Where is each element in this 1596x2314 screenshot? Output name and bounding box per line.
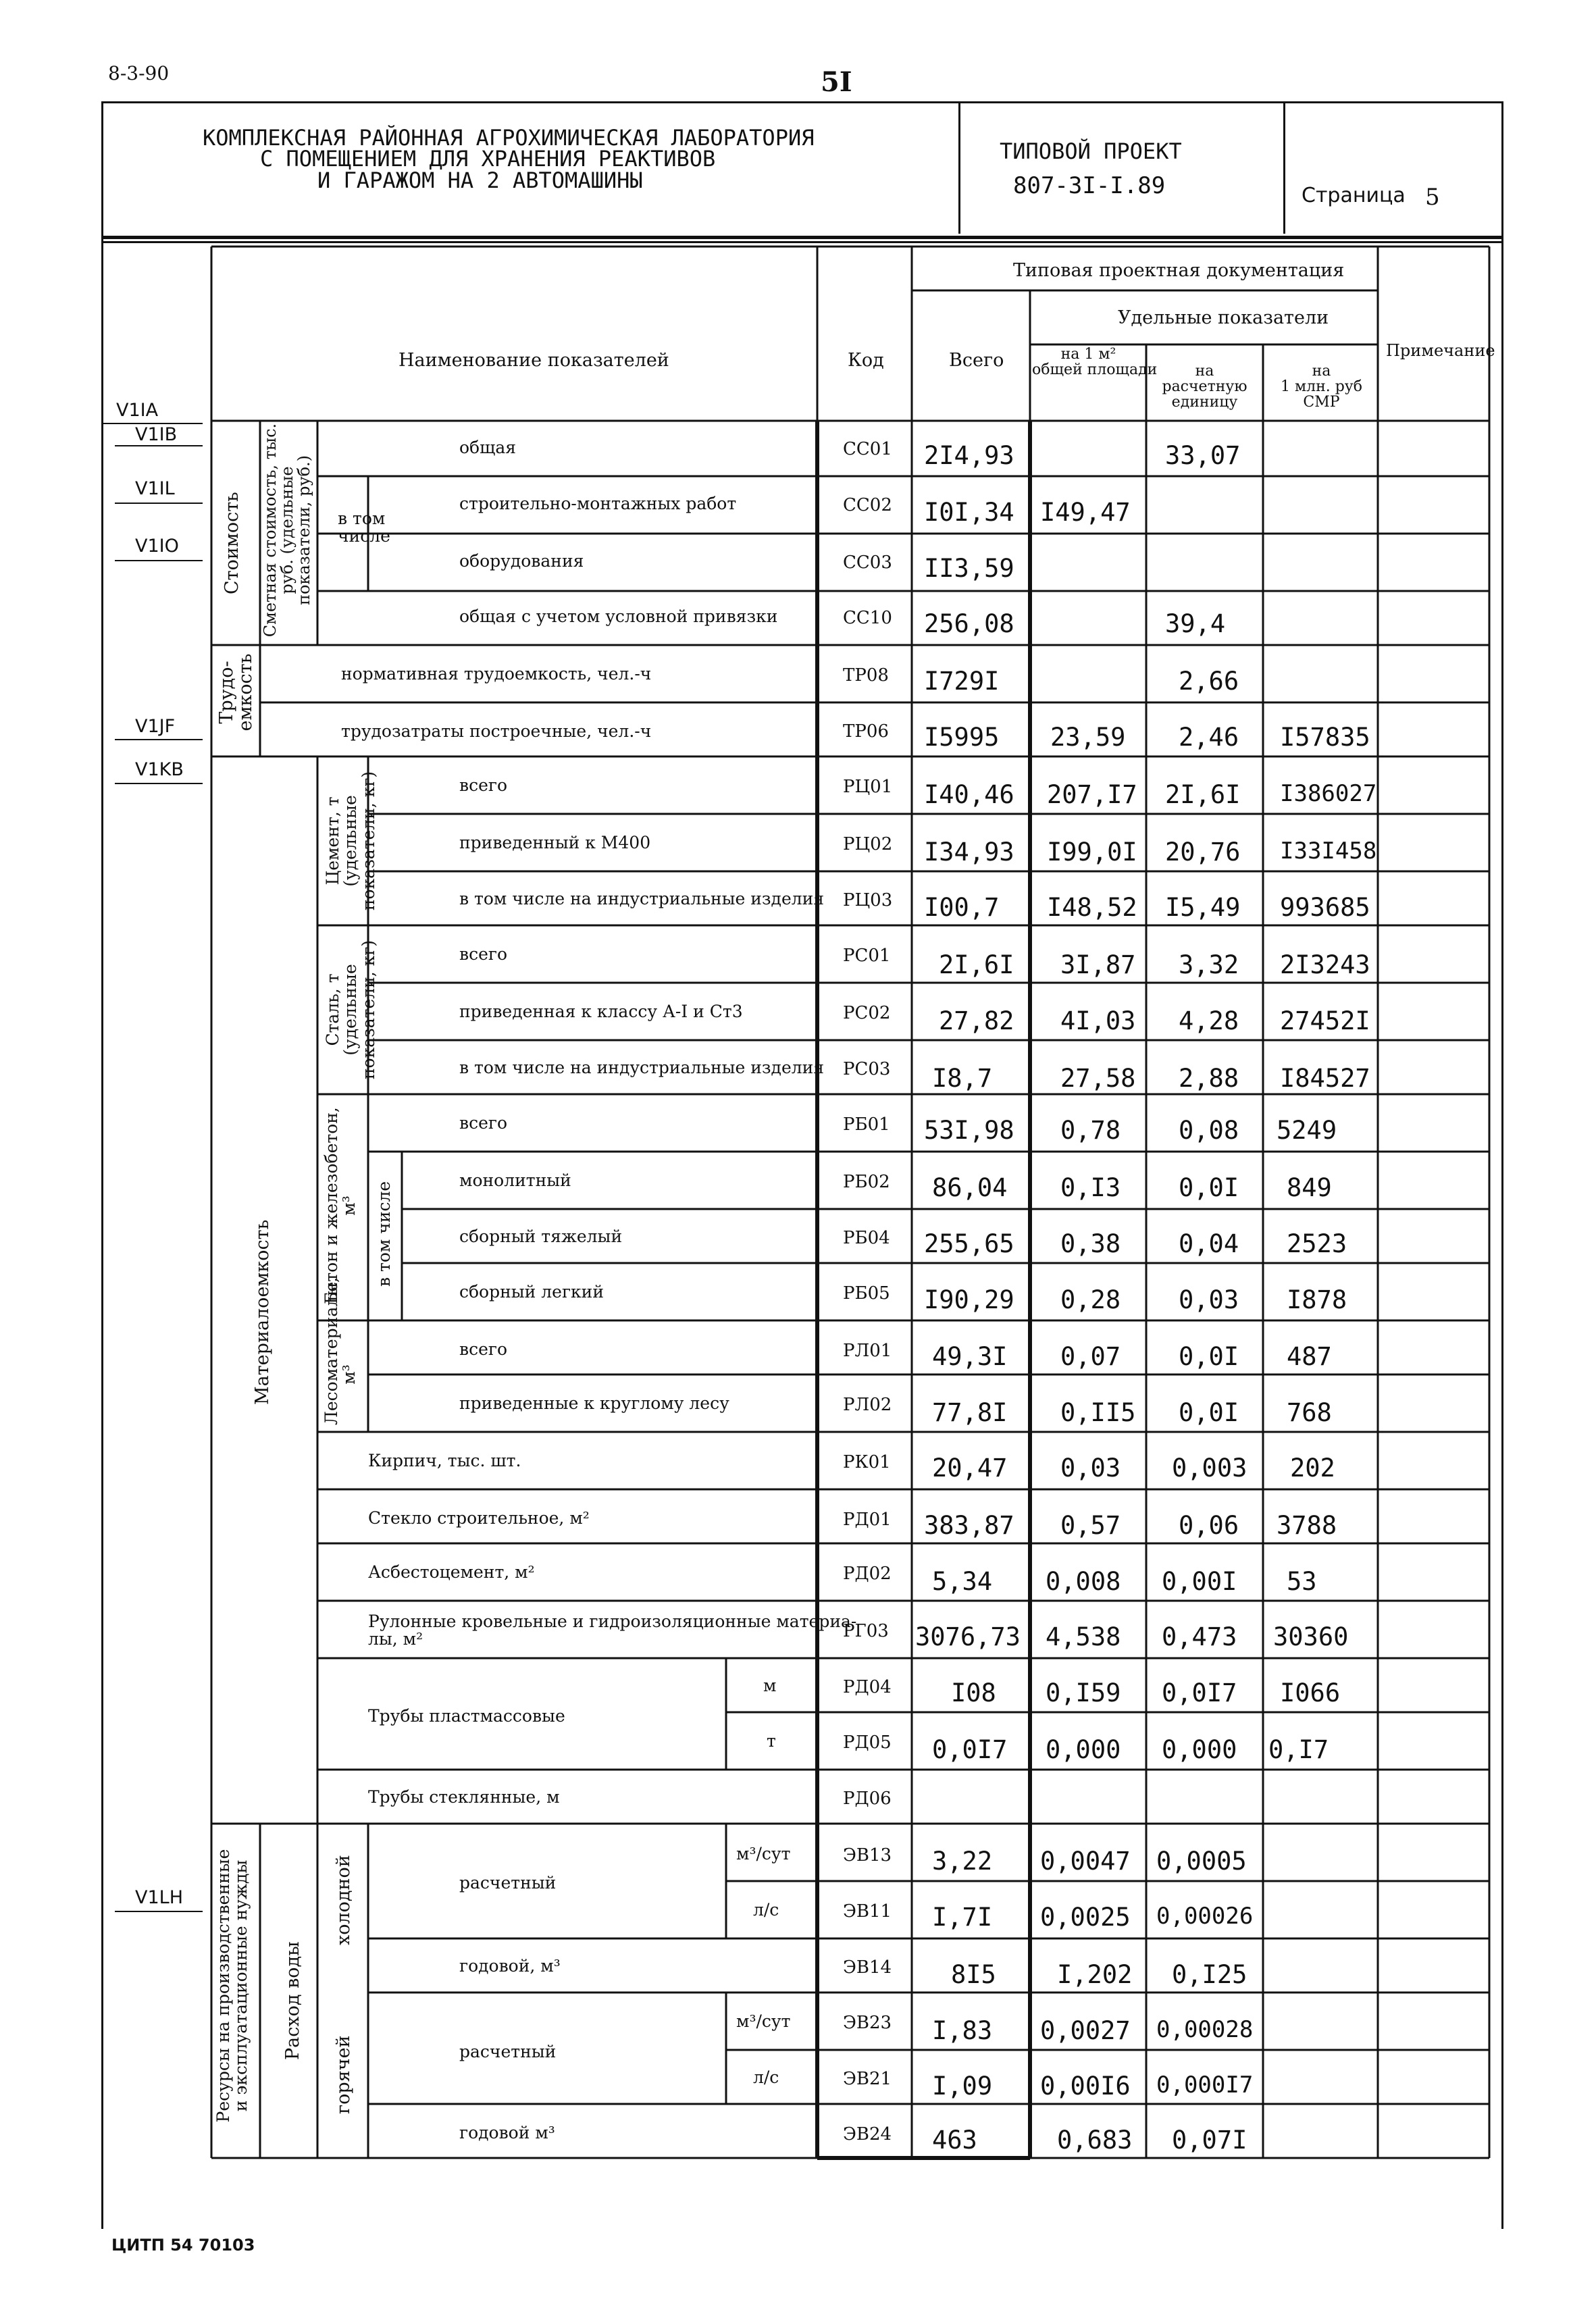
value-total: I729I	[924, 667, 1000, 696]
value-per-m2: 4I,03	[1060, 1006, 1136, 1035]
value-per-unit: 0,00028	[1156, 2016, 1254, 2043]
value-per-unit: 0,0I	[1179, 1398, 1239, 1427]
row-code: РБ04	[843, 1228, 890, 1248]
value-per-m2: 0,0027	[1040, 2016, 1131, 2045]
row-code: ТР08	[843, 665, 889, 686]
value-per-m2: 0,I3	[1060, 1173, 1121, 1202]
per-unit-header: на расчетную единицу	[1162, 363, 1247, 411]
row-label: Кирпич, тыс. шт.	[368, 1451, 521, 1470]
row-label: сборный тяжелый	[459, 1227, 623, 1246]
value-per-unit: 0,0I7	[1162, 1678, 1237, 1707]
row-code: ЭВ23	[843, 2013, 892, 2033]
group-steel: Сталь, т (удельные показатели, кг)	[323, 940, 378, 1080]
row-code: ЭВ13	[843, 1845, 892, 1866]
value-per-mln: 3788	[1277, 1511, 1337, 1540]
total-column-header: Всего	[949, 350, 1004, 371]
value-per-m2: 0,03	[1060, 1454, 1121, 1483]
margin-mark: V1LH	[135, 1887, 183, 1908]
value-per-unit: 0,003	[1172, 1454, 1247, 1483]
value-per-unit: 0,06	[1179, 1511, 1239, 1540]
value-total: I,83	[932, 2016, 993, 2045]
value-total: 5,34	[932, 1567, 993, 1596]
value-per-unit: 0,0I	[1179, 1342, 1239, 1371]
row-code: РЛ02	[843, 1395, 892, 1415]
value-total: 383,87	[924, 1511, 1014, 1540]
value-per-mln: 53	[1287, 1567, 1317, 1596]
value-total: II3,59	[924, 554, 1014, 583]
value-per-unit: 2,88	[1179, 1064, 1239, 1093]
value-per-unit: I5,49	[1165, 893, 1241, 922]
unit-label: т	[767, 1731, 776, 1751]
value-per-mln: 0,I7	[1268, 1735, 1329, 1764]
group-labor: Трудо-емкость	[216, 653, 257, 731]
row-code: РД01	[843, 1510, 892, 1530]
margin-mark: V1IL	[135, 478, 175, 499]
row-code: СС02	[843, 495, 892, 515]
row-label: Трубы стеклянные, м	[368, 1787, 560, 1807]
value-total: 77,8I	[932, 1398, 1008, 1427]
value-per-m2: 0,I59	[1046, 1678, 1121, 1707]
value-per-mln: I878	[1287, 1285, 1347, 1314]
row-label: Стекло строительное, м²	[368, 1508, 590, 1528]
row-code: РС02	[843, 1003, 891, 1023]
group-materials: Материалоемкость	[252, 1219, 273, 1405]
value-total: 2I,6I	[939, 950, 1014, 979]
value-per-m2: 0,78	[1060, 1116, 1121, 1145]
row-code: РЦ01	[843, 777, 893, 797]
row-code: ЭВ14	[843, 1957, 892, 1978]
sheet-label: Страница	[1302, 184, 1406, 207]
margin-mark: V1IA	[116, 400, 159, 421]
value-per-m2: I,202	[1057, 1960, 1133, 1989]
row-code: РЦ03	[843, 890, 893, 910]
group-concrete-incl: в том числе	[374, 1181, 394, 1287]
value-per-unit: 2I,6I	[1165, 780, 1241, 809]
value-per-mln: 27452I	[1280, 1006, 1370, 1035]
value-per-mln: I386027	[1280, 780, 1377, 807]
value-total: I00,7	[924, 893, 1000, 922]
value-per-unit: 0,03	[1179, 1285, 1239, 1314]
value-per-m2: 0,000	[1046, 1735, 1121, 1764]
value-per-unit: 0,473	[1162, 1622, 1237, 1651]
row-label: всего	[459, 944, 508, 964]
value-per-unit: 3,32	[1179, 950, 1239, 979]
value-per-m2: I49,47	[1040, 498, 1131, 527]
row-code: СС10	[843, 608, 892, 628]
value-per-m2: 0,008	[1046, 1567, 1121, 1596]
value-per-unit: 39,4	[1165, 609, 1226, 638]
value-per-m2: 0,38	[1060, 1229, 1121, 1258]
value-per-m2: 207,I7	[1047, 780, 1137, 809]
unit-label: м³/сут	[736, 1844, 791, 1863]
per-m2-header: на 1 м² общей площади	[1032, 346, 1158, 379]
row-label: сборный легкий	[459, 1282, 604, 1302]
value-per-unit: 2,46	[1179, 723, 1239, 752]
group-cold: холодной	[333, 1855, 354, 1945]
row-code: РБ05	[843, 1283, 890, 1304]
value-total: 20,47	[932, 1454, 1008, 1483]
value-per-mln: I57835	[1280, 723, 1370, 752]
value-per-m2: I99,0I	[1047, 838, 1137, 867]
group-timber: Лесоматериалы, м³	[321, 1277, 359, 1425]
row-label: общая с учетом условной привязки	[459, 607, 778, 626]
per-mln-header: на 1 млн. руб СМР	[1281, 363, 1362, 411]
value-total: I,7I	[932, 1903, 993, 1932]
value-per-m2: 0,07	[1060, 1342, 1121, 1371]
value-per-m2: 0,683	[1057, 2126, 1133, 2155]
value-per-unit: 33,07	[1165, 441, 1241, 470]
typical-docs-header: Типовая проектная документация	[1013, 260, 1345, 281]
value-per-unit: 0,08	[1179, 1116, 1239, 1145]
value-per-m2: 0,00I6	[1040, 2072, 1131, 2101]
group-cost-sub: Сметная стоимость, тыс. руб. (удельные показатели, руб.)	[261, 423, 314, 638]
value-per-unit: 0,I25	[1172, 1960, 1247, 1989]
value-per-m2: 23,59	[1050, 723, 1126, 752]
group-concrete: Бетон и железобетон, м³	[321, 1107, 359, 1304]
value-total: I34,93	[924, 838, 1014, 867]
group-cement: Цемент, т (удельные показатели, кг)	[323, 771, 378, 911]
row-label: оборудования	[459, 551, 584, 571]
row-label: строительно-монтажных работ	[459, 494, 737, 513]
name-column-header: Наименование показателей	[398, 350, 669, 371]
row-code: СС03	[843, 552, 892, 573]
value-total: I8,7	[932, 1064, 993, 1093]
row-label: приведенные к круглому лесу	[459, 1393, 729, 1413]
value-total: 2I4,93	[924, 441, 1014, 470]
row-label: всего	[459, 1113, 508, 1133]
margin-mark: V1KB	[135, 759, 184, 780]
value-total: 256,08	[924, 609, 1014, 638]
row-label: расчетный	[459, 1873, 557, 1893]
row-label: монолитный	[459, 1171, 571, 1190]
note-column-header: Примечание	[1386, 341, 1495, 360]
row-label: годовой, м³	[459, 1956, 561, 1976]
project-number: 807-3I-I.89	[1013, 172, 1166, 199]
project-label: ТИПОВОЙ ПРОЕКТ	[1000, 138, 1182, 164]
value-total: 86,04	[932, 1173, 1008, 1202]
value-per-mln: 849	[1287, 1173, 1332, 1202]
value-per-mln: 5249	[1277, 1116, 1337, 1145]
value-per-mln: 768	[1287, 1398, 1332, 1427]
value-per-mln: I066	[1280, 1678, 1341, 1707]
value-total: I,09	[932, 2072, 993, 2101]
title-line-1: КОМПЛЕКСНАЯ РАЙОННАЯ АГРОХИМИЧЕСКАЯ ЛАБОРАТОРИЯ	[203, 125, 815, 151]
value-per-m2: 27,58	[1060, 1064, 1136, 1093]
value-per-unit: 4,28	[1179, 1006, 1239, 1035]
code-column-header: Код	[848, 350, 884, 371]
value-per-mln: 30360	[1273, 1622, 1349, 1651]
row-label: приведенный к М400	[459, 833, 651, 852]
row-code: РЦ02	[843, 834, 893, 854]
value-total: I08	[951, 1678, 996, 1707]
row-label: годовой м³	[459, 2123, 555, 2142]
row-code: ЭВ11	[843, 1901, 892, 1922]
value-per-mln: 2523	[1287, 1229, 1347, 1258]
value-total: I90,29	[924, 1285, 1014, 1314]
value-per-unit: 0,00I	[1162, 1567, 1237, 1596]
top-left-code: 8-3-90	[108, 62, 170, 84]
row-label: в том числе на индустриальные изделия	[459, 1058, 825, 1077]
page-number: 5I	[821, 66, 852, 98]
row-label: Рулонные кровельные и гидроизоляционные материа- лы, м²	[368, 1612, 857, 1649]
row-label: Трубы пластмассовые	[368, 1706, 565, 1726]
group-in-that-number: в том числе	[338, 509, 390, 546]
value-total: 53I,98	[924, 1116, 1014, 1145]
value-per-m2: I48,52	[1047, 893, 1137, 922]
value-per-unit: 20,76	[1165, 838, 1241, 867]
value-total: 8I5	[951, 1960, 996, 1989]
value-per-unit: 2,66	[1179, 667, 1239, 696]
value-per-mln: 202	[1290, 1454, 1335, 1483]
value-per-mln: 2I3243	[1280, 950, 1370, 979]
row-label: в том числе на индустриальные изделия	[459, 889, 825, 908]
sheet-number: 5	[1425, 184, 1440, 211]
row-code: РГ03	[843, 1621, 889, 1641]
row-label: Асбестоцемент, м²	[368, 1562, 535, 1582]
row-label: общая	[459, 438, 517, 457]
value-per-unit: 0,00026	[1156, 1903, 1254, 1930]
value-total: 3,22	[932, 1847, 993, 1876]
unit-label: л/с	[753, 2067, 779, 2087]
value-total: 463	[932, 2126, 977, 2155]
value-per-mln: 993685	[1280, 893, 1370, 922]
group-cost: Стоимость	[222, 492, 242, 594]
row-code: РЛ01	[843, 1341, 892, 1361]
row-code: ТР06	[843, 721, 889, 742]
footer-code: ЦИТП 54 70103	[111, 2236, 255, 2255]
row-code: РБ01	[843, 1114, 890, 1135]
row-label: всего	[459, 775, 508, 795]
row-code: РК01	[843, 1452, 891, 1472]
value-total: 27,82	[939, 1006, 1014, 1035]
value-per-unit: 0,04	[1179, 1229, 1239, 1258]
value-total: I40,46	[924, 780, 1014, 809]
group-hot: горячей	[333, 2035, 354, 2114]
value-per-m2: 0,28	[1060, 1285, 1121, 1314]
value-total: I5995	[924, 723, 1000, 752]
value-total: 3076,73	[915, 1622, 1021, 1651]
value-per-unit: 0,0005	[1156, 1847, 1247, 1876]
row-label: расчетный	[459, 2042, 557, 2061]
row-label: всего	[459, 1339, 508, 1359]
title-line-2: С ПОМЕЩЕНИЕМ ДЛЯ ХРАНЕНИЯ РЕАКТИВОВ	[260, 146, 716, 172]
value-total: 0,0I7	[932, 1735, 1008, 1764]
margin-mark: V1IB	[135, 424, 178, 445]
row-label: трудозатраты построечные, чел.-ч	[341, 721, 652, 741]
value-per-m2: 4,538	[1046, 1622, 1121, 1651]
value-per-mln: 487	[1287, 1342, 1332, 1371]
row-code: СС01	[843, 439, 892, 459]
row-code: ЭВ24	[843, 2124, 892, 2144]
value-per-m2: 0,57	[1060, 1511, 1121, 1540]
value-per-m2: 3I,87	[1060, 950, 1136, 979]
margin-mark: V1JF	[135, 716, 176, 737]
title-line-3: И ГАРАЖОМ НА 2 АВТОМАШИНЫ	[317, 168, 643, 193]
unit-label: м³/сут	[736, 2011, 791, 2031]
value-per-m2: 0,II5	[1060, 1398, 1136, 1427]
row-code: РБ02	[843, 1172, 890, 1192]
row-code: РД06	[843, 1789, 892, 1809]
value-per-mln: I84527	[1280, 1064, 1370, 1093]
value-per-m2: 0,0047	[1040, 1847, 1131, 1876]
value-total: 49,3I	[932, 1342, 1008, 1371]
value-per-m2: 0,0025	[1040, 1903, 1131, 1932]
row-code: РД02	[843, 1564, 892, 1584]
value-per-unit: 0,000	[1162, 1735, 1237, 1764]
row-code: РД05	[843, 1732, 892, 1753]
group-water: Расход воды	[282, 1941, 303, 2060]
specific-header: Удельные показатели	[1118, 307, 1329, 328]
value-total: I0I,34	[924, 498, 1014, 527]
value-per-unit: 0,0I	[1179, 1173, 1239, 1202]
value-per-unit: 0,000I7	[1156, 2072, 1254, 2099]
value-per-unit: 0,07I	[1172, 2126, 1247, 2155]
row-label: приведенная к классу А-I и Ст3	[459, 1002, 743, 1021]
value-total: 255,65	[924, 1229, 1014, 1258]
group-resources: Ресурсы на производственные и эксплуатационные нужды	[213, 1849, 251, 2123]
row-code: РД04	[843, 1677, 892, 1697]
row-code: ЭВ21	[843, 2069, 892, 2089]
row-code: РС03	[843, 1059, 891, 1079]
row-code: РС01	[843, 946, 891, 966]
unit-label: л/с	[753, 1900, 779, 1920]
margin-mark: V1IO	[135, 536, 179, 557]
value-per-mln: I33I458	[1280, 838, 1377, 865]
unit-label: м	[763, 1676, 777, 1695]
row-label: нормативная трудоемкость, чел.-ч	[341, 664, 652, 684]
